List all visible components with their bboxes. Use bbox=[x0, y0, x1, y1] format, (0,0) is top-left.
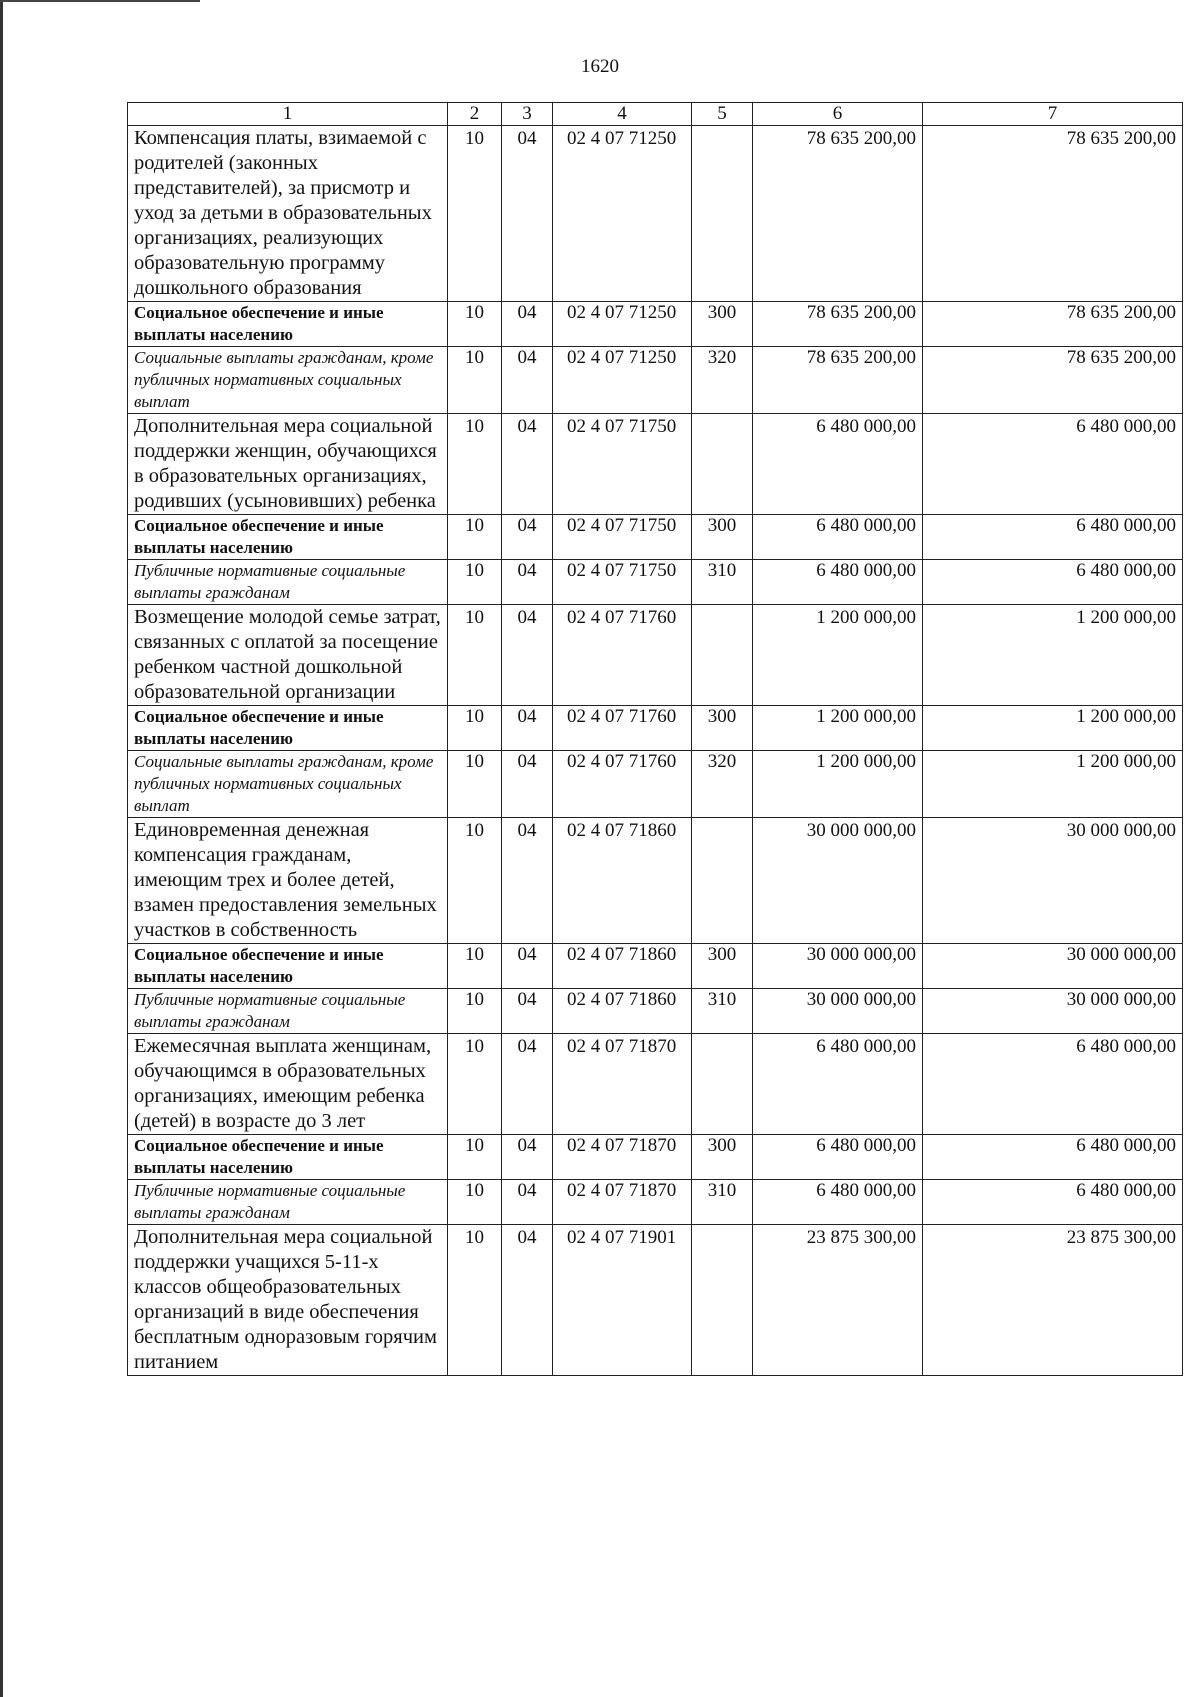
row-razdel: 10 bbox=[448, 414, 502, 515]
table-row bbox=[128, 989, 1183, 1034]
row-expense-type bbox=[692, 414, 753, 515]
row-name: Социальные выплаты гражданам, кроме публичных нормативных социальных выплат bbox=[128, 751, 448, 818]
row-podrazdel: 04 bbox=[502, 1225, 553, 1376]
row-razdel: 10 bbox=[448, 515, 502, 560]
row-target-article: 02 4 07 71250 bbox=[553, 302, 692, 347]
row-expense-type bbox=[692, 1225, 753, 1376]
header-row bbox=[128, 103, 1183, 126]
table-row bbox=[128, 560, 1183, 605]
row-sum-year-1: 1 200 000,00 bbox=[753, 706, 923, 751]
row-name: Социальные выплаты гражданам, кроме публичных нормативных социальных выплат bbox=[128, 347, 448, 414]
row-target-article: 02 4 07 71901 bbox=[553, 1225, 692, 1376]
row-razdel: 10 bbox=[448, 1180, 502, 1225]
header-col-7: 7 bbox=[923, 103, 1183, 126]
row-sum-year-2: 1 200 000,00 bbox=[923, 605, 1183, 706]
row-target-article: 02 4 07 71760 bbox=[553, 605, 692, 706]
row-sum-year-2: 30 000 000,00 bbox=[923, 989, 1183, 1034]
row-sum-year-1: 6 480 000,00 bbox=[753, 414, 923, 515]
row-name: Социальное обеспечение и иные выплаты населению bbox=[128, 515, 448, 560]
row-razdel: 10 bbox=[448, 706, 502, 751]
row-expense-type: 320 bbox=[692, 347, 753, 414]
row-target-article: 02 4 07 71860 bbox=[553, 944, 692, 989]
row-razdel: 10 bbox=[448, 1034, 502, 1135]
row-sum-year-2: 30 000 000,00 bbox=[923, 818, 1183, 944]
row-name: Возмещение молодой семье затрат, связанных с оплатой за посещение ребенком частной дошкольной образовательной организации bbox=[128, 605, 448, 706]
table-row bbox=[128, 1225, 1183, 1376]
row-sum-year-1: 30 000 000,00 bbox=[753, 944, 923, 989]
row-razdel: 10 bbox=[448, 126, 502, 302]
row-sum-year-1: 6 480 000,00 bbox=[753, 1180, 923, 1225]
row-target-article: 02 4 07 71250 bbox=[553, 126, 692, 302]
row-target-article: 02 4 07 71750 bbox=[553, 560, 692, 605]
scan-edge-left bbox=[0, 0, 3, 1697]
row-podrazdel: 04 bbox=[502, 1135, 553, 1180]
row-expense-type: 310 bbox=[692, 560, 753, 605]
row-expense-type bbox=[692, 1034, 753, 1135]
header-col-4: 4 bbox=[553, 103, 692, 126]
row-razdel: 10 bbox=[448, 1225, 502, 1376]
row-podrazdel: 04 bbox=[502, 560, 553, 605]
table-row bbox=[128, 944, 1183, 989]
row-expense-type: 300 bbox=[692, 706, 753, 751]
row-target-article: 02 4 07 71760 bbox=[553, 706, 692, 751]
row-sum-year-2: 6 480 000,00 bbox=[923, 515, 1183, 560]
table-row bbox=[128, 706, 1183, 751]
row-expense-type: 320 bbox=[692, 751, 753, 818]
table-row bbox=[128, 818, 1183, 944]
row-podrazdel: 04 bbox=[502, 751, 553, 818]
row-name: Публичные нормативные социальные выплаты гражданам bbox=[128, 560, 448, 605]
row-sum-year-2: 1 200 000,00 bbox=[923, 706, 1183, 751]
row-expense-type: 310 bbox=[692, 1180, 753, 1225]
table-row bbox=[128, 751, 1183, 818]
table-row bbox=[128, 414, 1183, 515]
row-razdel: 10 bbox=[448, 302, 502, 347]
table-row bbox=[128, 126, 1183, 302]
row-razdel: 10 bbox=[448, 1135, 502, 1180]
row-name: Публичные нормативные социальные выплаты гражданам bbox=[128, 989, 448, 1034]
row-sum-year-1: 78 635 200,00 bbox=[753, 126, 923, 302]
row-podrazdel: 04 bbox=[502, 302, 553, 347]
row-sum-year-1: 78 635 200,00 bbox=[753, 347, 923, 414]
row-sum-year-2: 30 000 000,00 bbox=[923, 944, 1183, 989]
budget-table bbox=[127, 102, 1183, 1376]
row-razdel: 10 bbox=[448, 944, 502, 989]
header-col-3: 3 bbox=[502, 103, 553, 126]
table-row bbox=[128, 515, 1183, 560]
row-sum-year-2: 78 635 200,00 bbox=[923, 347, 1183, 414]
row-sum-year-1: 1 200 000,00 bbox=[753, 751, 923, 818]
row-name: Социальное обеспечение и иные выплаты населению bbox=[128, 706, 448, 751]
row-name: Социальное обеспечение и иные выплаты населению bbox=[128, 944, 448, 989]
row-name: Компенсация платы, взимаемой с родителей (законных представителей), за присмотр и уход за детьми в образовательных организациях, реализующих образовательную программу дошкольного образования bbox=[128, 126, 448, 302]
table-row bbox=[128, 1135, 1183, 1180]
row-expense-type bbox=[692, 818, 753, 944]
row-podrazdel: 04 bbox=[502, 515, 553, 560]
row-target-article: 02 4 07 71750 bbox=[553, 515, 692, 560]
row-sum-year-1: 6 480 000,00 bbox=[753, 515, 923, 560]
row-razdel: 10 bbox=[448, 818, 502, 944]
row-sum-year-1: 6 480 000,00 bbox=[753, 1135, 923, 1180]
header-col-2: 2 bbox=[448, 103, 502, 126]
table-body bbox=[128, 126, 1183, 1376]
row-sum-year-2: 23 875 300,00 bbox=[923, 1225, 1183, 1376]
row-podrazdel: 04 bbox=[502, 989, 553, 1034]
row-sum-year-1: 30 000 000,00 bbox=[753, 989, 923, 1034]
row-sum-year-2: 6 480 000,00 bbox=[923, 1180, 1183, 1225]
row-sum-year-1: 23 875 300,00 bbox=[753, 1225, 923, 1376]
row-target-article: 02 4 07 71870 bbox=[553, 1034, 692, 1135]
row-name: Ежемесячная выплата женщинам, обучающимся в образовательных организациях, имеющим ребенка (детей) в возрасте до 3 лет bbox=[128, 1034, 448, 1135]
row-expense-type: 300 bbox=[692, 944, 753, 989]
row-expense-type: 310 bbox=[692, 989, 753, 1034]
row-podrazdel: 04 bbox=[502, 706, 553, 751]
row-podrazdel: 04 bbox=[502, 414, 553, 515]
row-target-article: 02 4 07 71250 bbox=[553, 347, 692, 414]
table-row bbox=[128, 1034, 1183, 1135]
header-col-5: 5 bbox=[692, 103, 753, 126]
table-row bbox=[128, 605, 1183, 706]
row-podrazdel: 04 bbox=[502, 605, 553, 706]
row-target-article: 02 4 07 71760 bbox=[553, 751, 692, 818]
row-expense-type bbox=[692, 126, 753, 302]
row-sum-year-2: 6 480 000,00 bbox=[923, 560, 1183, 605]
row-podrazdel: 04 bbox=[502, 818, 553, 944]
row-podrazdel: 04 bbox=[502, 347, 553, 414]
row-expense-type bbox=[692, 605, 753, 706]
header-col-1: 1 bbox=[128, 103, 448, 126]
row-name: Социальное обеспечение и иные выплаты населению bbox=[128, 1135, 448, 1180]
row-sum-year-1: 6 480 000,00 bbox=[753, 1034, 923, 1135]
row-expense-type: 300 bbox=[692, 515, 753, 560]
row-name: Единовременная денежная компенсация гражданам, имеющим трех и более детей, взамен предоставления земельных участков в собственность bbox=[128, 818, 448, 944]
row-razdel: 10 bbox=[448, 989, 502, 1034]
row-podrazdel: 04 bbox=[502, 126, 553, 302]
row-sum-year-2: 6 480 000,00 bbox=[923, 414, 1183, 515]
table-row bbox=[128, 1180, 1183, 1225]
row-razdel: 10 bbox=[448, 560, 502, 605]
row-sum-year-1: 6 480 000,00 bbox=[753, 560, 923, 605]
row-sum-year-2: 78 635 200,00 bbox=[923, 302, 1183, 347]
row-target-article: 02 4 07 71870 bbox=[553, 1135, 692, 1180]
row-target-article: 02 4 07 71860 bbox=[553, 818, 692, 944]
row-sum-year-2: 6 480 000,00 bbox=[923, 1135, 1183, 1180]
row-podrazdel: 04 bbox=[502, 944, 553, 989]
row-sum-year-2: 6 480 000,00 bbox=[923, 1034, 1183, 1135]
row-expense-type: 300 bbox=[692, 302, 753, 347]
row-expense-type: 300 bbox=[692, 1135, 753, 1180]
row-name: Дополнительная мера социальной поддержки женщин, обучающихся в образовательных организациях, родивших (усыновивших) ребенка bbox=[128, 414, 448, 515]
row-target-article: 02 4 07 71860 bbox=[553, 989, 692, 1034]
row-sum-year-1: 30 000 000,00 bbox=[753, 818, 923, 944]
row-podrazdel: 04 bbox=[502, 1180, 553, 1225]
page-number: 1620 bbox=[581, 56, 619, 77]
header-col-6: 6 bbox=[753, 103, 923, 126]
row-sum-year-2: 78 635 200,00 bbox=[923, 126, 1183, 302]
row-name: Социальное обеспечение и иные выплаты населению bbox=[128, 302, 448, 347]
table-row bbox=[128, 347, 1183, 414]
row-name: Дополнительная мера социальной поддержки учащихся 5-11-х классов общеобразовательных организаций в виде обеспечения бесплатным одноразовым горячим питанием bbox=[128, 1225, 448, 1376]
row-podrazdel: 04 bbox=[502, 1034, 553, 1135]
row-sum-year-1: 78 635 200,00 bbox=[753, 302, 923, 347]
table-row bbox=[128, 302, 1183, 347]
row-target-article: 02 4 07 71750 bbox=[553, 414, 692, 515]
scan-edge-top bbox=[0, 0, 200, 2]
row-sum-year-2: 1 200 000,00 bbox=[923, 751, 1183, 818]
row-target-article: 02 4 07 71870 bbox=[553, 1180, 692, 1225]
row-razdel: 10 bbox=[448, 751, 502, 818]
row-razdel: 10 bbox=[448, 347, 502, 414]
row-name: Публичные нормативные социальные выплаты гражданам bbox=[128, 1180, 448, 1225]
row-sum-year-1: 1 200 000,00 bbox=[753, 605, 923, 706]
row-razdel: 10 bbox=[448, 605, 502, 706]
